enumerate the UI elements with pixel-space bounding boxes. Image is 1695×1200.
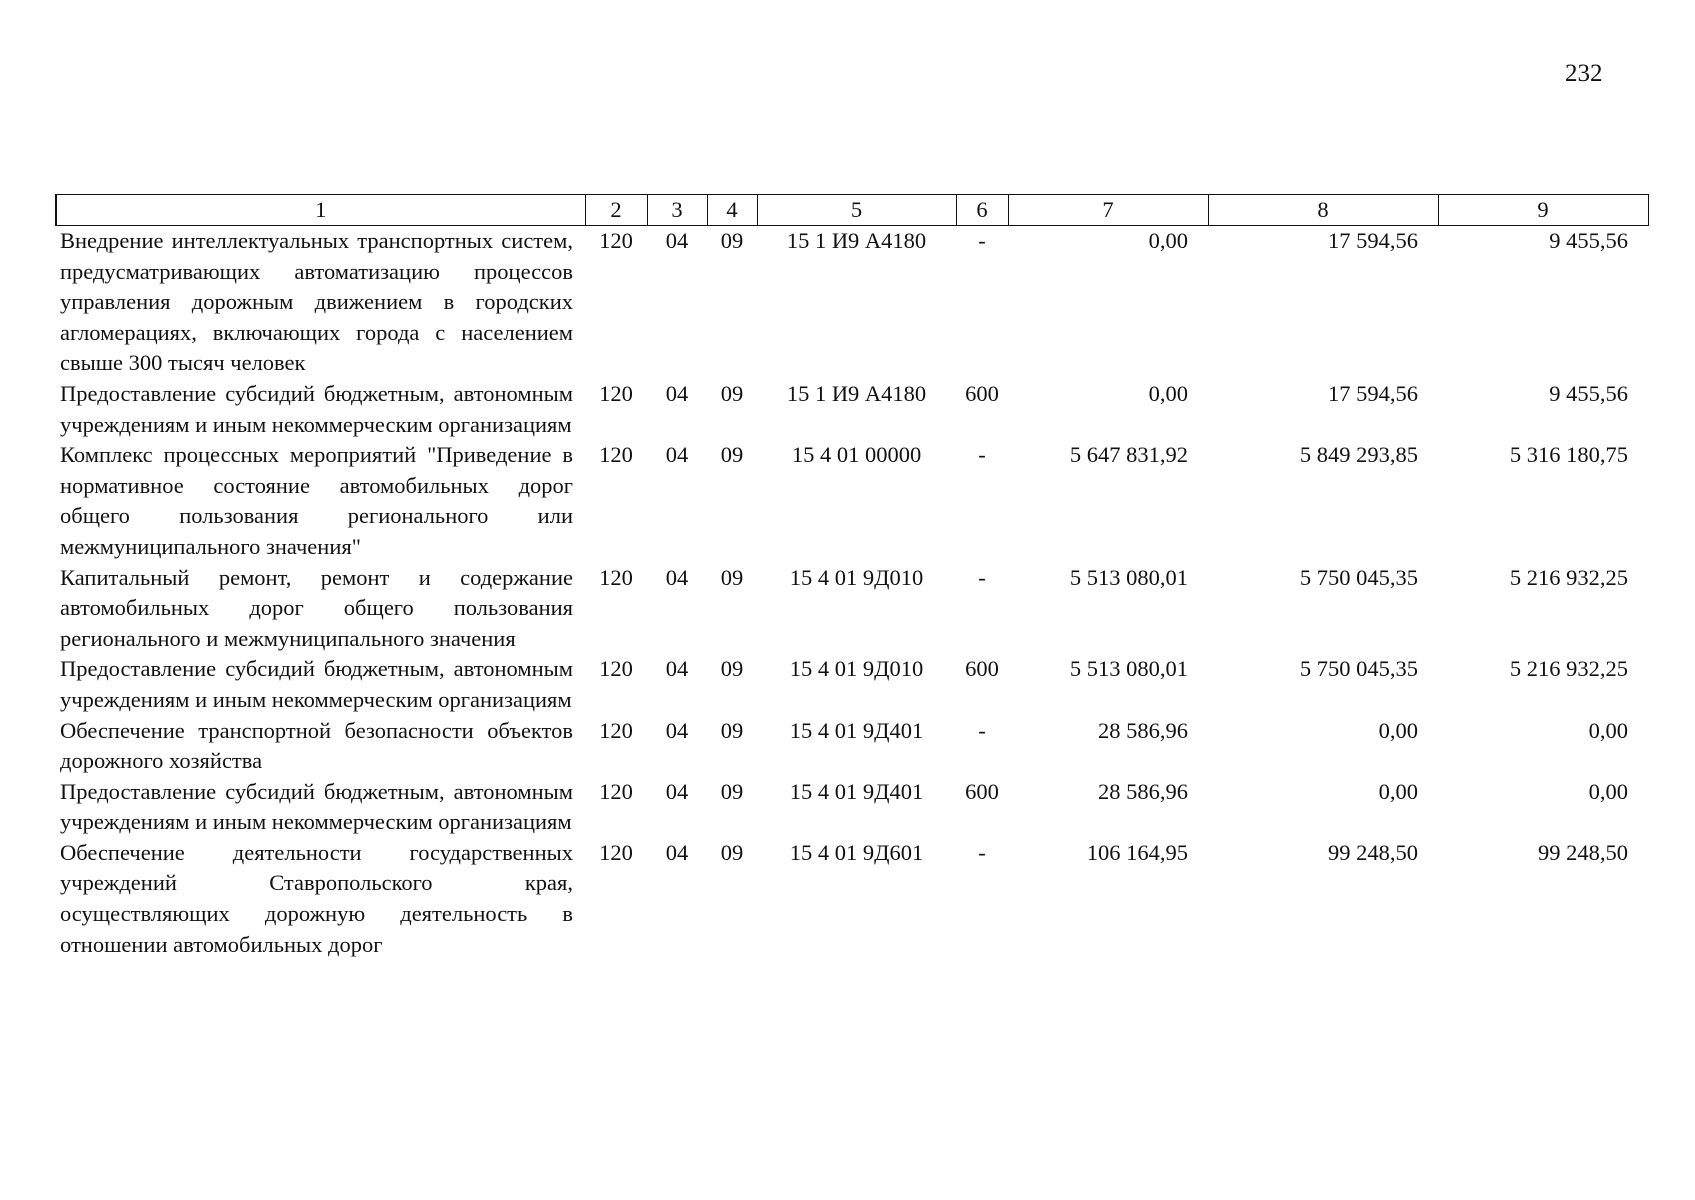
row-code-3: 04 (665, 564, 689, 590)
table-header (56, 195, 1648, 226)
row-name: Обеспечение транспортной безопасности объектов дорожного хозяйства (60, 717, 573, 774)
header-col-8: 8 (1208, 195, 1438, 226)
row-code-4: 09 (720, 839, 744, 865)
row-value-7: 28 586,96 (1098, 778, 1188, 804)
row-name: Комплекс процессных мероприятий "Приведение в нормативное состояние автомобильных дорог общего пользования регионального или межмуниципального значения" (60, 442, 573, 559)
row-code-5: 15 4 01 00000 (791, 442, 922, 468)
row-value-9: 5 216 932,25 (1509, 656, 1628, 682)
row-code-6: - (978, 228, 986, 253)
row-name: Обеспечение деятельности государственных учреждений Ставропольского края, осуществляющих дорожную деятельность в отношении автомобильных дорог (60, 839, 573, 957)
row-code-2: 120 (599, 380, 633, 406)
row-value-9: 9 455,56 (1549, 380, 1628, 406)
row-code-6: 600 (965, 380, 999, 406)
row-code-3: 04 (665, 778, 689, 804)
row-code-2: 120 (599, 717, 633, 743)
row-code-5: 15 4 01 9Д401 (789, 778, 924, 804)
table-body (56, 226, 1648, 961)
row-value-9: 9 455,56 (1549, 228, 1628, 253)
table-row (56, 838, 1648, 960)
row-code-3: 04 (665, 839, 689, 865)
row-code-3: 04 (665, 442, 689, 468)
header-col-4: 4 (707, 195, 757, 226)
row-name: Предоставление субсидий бюджетным, автономным учреждениям и иным некоммерческим организациям (60, 778, 573, 835)
row-value-8: 0,00 (1378, 717, 1418, 743)
row-value-9: 0,00 (1588, 717, 1628, 743)
header-col-7: 7 (1008, 195, 1208, 226)
row-code-3: 04 (665, 228, 689, 253)
table-row (56, 654, 1648, 715)
row-value-7: 106 164,95 (1086, 839, 1188, 865)
row-value-9: 99 248,50 (1538, 839, 1628, 865)
header-col-5: 5 (757, 195, 956, 226)
row-value-8: 0,00 (1378, 778, 1418, 804)
row-code-4: 09 (720, 778, 744, 804)
row-code-5: 15 1 И9 А4180 (786, 228, 927, 253)
row-value-8: 5 750 045,35 (1299, 656, 1418, 682)
row-code-2: 120 (599, 228, 633, 253)
row-code-5: 15 1 И9 А4180 (786, 380, 927, 406)
row-code-6: - (978, 839, 986, 865)
header-col-2: 2 (585, 195, 647, 226)
header-col-3: 3 (647, 195, 707, 226)
row-code-5: 15 4 01 9Д010 (789, 656, 924, 682)
row-value-8: 5 849 293,85 (1299, 442, 1418, 468)
row-value-8: 99 248,50 (1328, 839, 1418, 865)
row-code-3: 04 (665, 656, 689, 682)
row-code-6: - (978, 564, 986, 590)
row-code-6: 600 (965, 656, 999, 682)
row-value-7: 5 513 080,01 (1069, 656, 1188, 682)
row-value-8: 17 594,56 (1328, 380, 1418, 406)
row-code-6: 600 (965, 778, 999, 804)
header-col-1: 1 (56, 195, 585, 226)
row-code-2: 120 (599, 656, 633, 682)
row-code-2: 120 (599, 564, 633, 590)
budget-table (55, 194, 1649, 960)
row-value-7: 5 647 831,92 (1069, 442, 1188, 468)
row-value-7: 0,00 (1148, 380, 1188, 406)
row-code-2: 120 (599, 778, 633, 804)
row-code-2: 120 (599, 839, 633, 865)
header-col-9: 9 (1438, 195, 1648, 226)
table-row (56, 226, 1648, 379)
table-row (56, 777, 1648, 838)
row-code-6: - (978, 442, 986, 468)
table-row (56, 563, 1648, 655)
table-row (56, 379, 1648, 440)
row-name: Капитальный ремонт, ремонт и содержание автомобильных дорог общего пользования регионального и межмуниципального значения (60, 564, 573, 651)
header-col-6: 6 (956, 195, 1008, 226)
row-code-3: 04 (665, 717, 689, 743)
row-value-8: 17 594,56 (1328, 228, 1418, 253)
row-code-6: - (978, 717, 986, 743)
row-code-2: 120 (599, 442, 633, 468)
row-code-4: 09 (720, 656, 744, 682)
row-name: Внедрение интеллектуальных транспортных систем, предусматривающих автоматизацию процессов управления дорожным движением в городских агломерациях, включающих города с населением свыше 300 тысяч человек (60, 228, 573, 376)
row-value-7: 28 586,96 (1098, 717, 1188, 743)
row-value-7: 5 513 080,01 (1069, 564, 1188, 590)
table-row (56, 440, 1648, 562)
row-code-3: 04 (665, 380, 689, 406)
row-code-5: 15 4 01 9Д401 (789, 717, 924, 743)
row-code-4: 09 (720, 564, 744, 590)
row-value-7: 0,00 (1148, 228, 1188, 253)
row-value-9: 5 316 180,75 (1509, 442, 1628, 468)
row-code-5: 15 4 01 9Д010 (789, 564, 924, 590)
row-code-4: 09 (720, 442, 744, 468)
row-name: Предоставление субсидий бюджетным, автономным учреждениям и иным некоммерческим организациям (60, 656, 573, 712)
row-value-9: 5 216 932,25 (1509, 564, 1628, 590)
page-number: 232 (1565, 60, 1603, 87)
table-row (56, 716, 1648, 777)
row-name: Предоставление субсидий бюджетным, автономным учреждениям и иным некоммерческим организациям (60, 380, 573, 437)
row-code-4: 09 (720, 228, 744, 253)
header-row (56, 195, 1648, 226)
row-code-4: 09 (720, 380, 744, 406)
row-code-5: 15 4 01 9Д601 (789, 839, 924, 865)
row-code-4: 09 (720, 717, 744, 743)
row-value-9: 0,00 (1588, 778, 1628, 804)
row-value-8: 5 750 045,35 (1299, 564, 1418, 590)
